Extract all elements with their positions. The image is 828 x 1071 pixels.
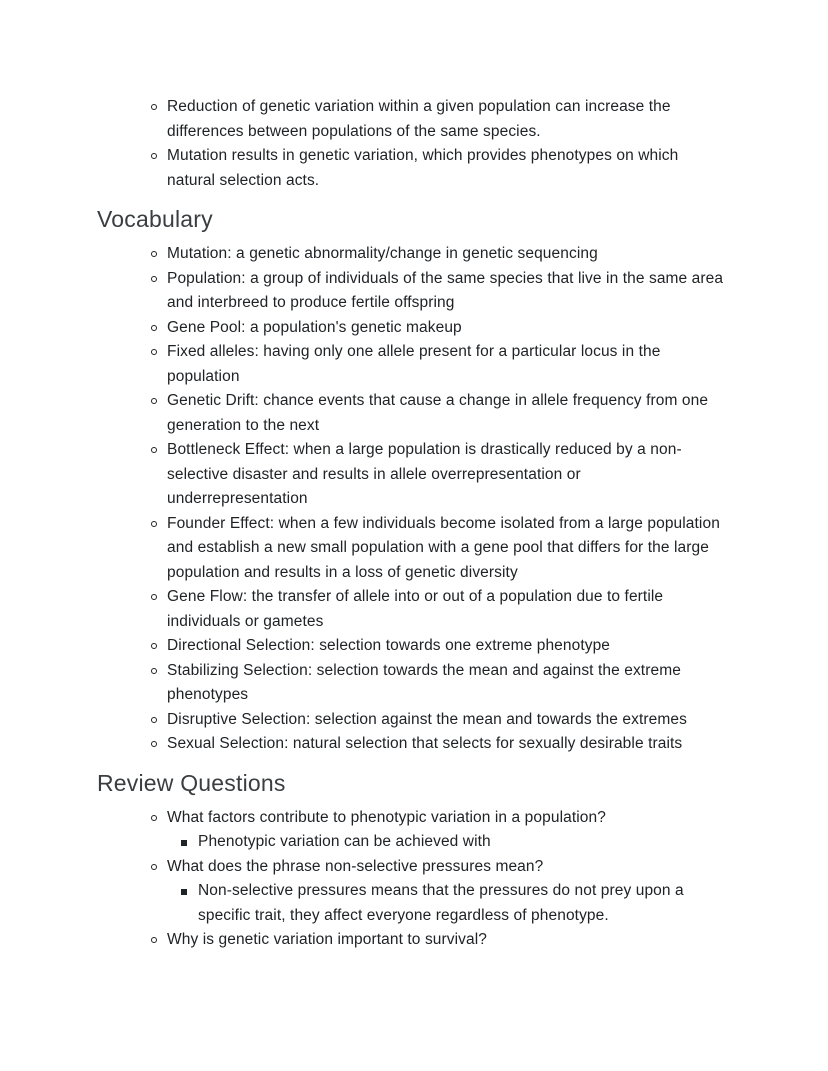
bullet-circle-icon <box>150 634 167 659</box>
section-heading: Review Questions <box>97 769 286 796</box>
bullet-circle-icon <box>150 512 167 537</box>
list-item <box>150 732 762 757</box>
section-heading: Vocabulary <box>97 206 213 232</box>
list-item <box>150 438 762 512</box>
list-item <box>150 267 762 316</box>
list-item-text: Directional Selection: selection towards one extreme phenotype <box>167 637 611 654</box>
list-item-text: Stabilizing Selection: selection towards the mean and against the extreme phenotypes <box>167 661 681 703</box>
list-item-text: Phenotypic variation can be achieved with <box>198 833 491 850</box>
list-item-text: Mutation: a genetic abnormality/change in genetic sequencing <box>167 245 598 262</box>
bullet-circle-icon <box>150 144 167 169</box>
list-item <box>150 242 762 267</box>
list-item-text: Gene Flow: the transfer of allele into or out of a population due to fertile individuals or gametes <box>167 588 664 630</box>
list-item-text: Population: a group of individuals of the same species that live in the same area and interbreed to produce fertile offspring <box>167 269 724 311</box>
list-item <box>150 389 762 438</box>
bullet-square-icon <box>180 879 198 904</box>
list-item <box>150 316 762 341</box>
list-item-text: What does the phrase non-selective pressures mean? <box>167 857 544 875</box>
section-list <box>150 242 762 757</box>
list-item <box>150 144 762 193</box>
list-item-text: Genetic Drift: chance events that cause a change in allele frequency from one generation to the next <box>167 392 709 434</box>
section <box>97 769 762 953</box>
list-item-text: Fixed alleles: having only one allele present for a particular locus in the population <box>167 343 661 385</box>
list-item-text: Reduction of genetic variation within a given population can increase the differences between populations of the same species. <box>167 98 671 140</box>
bullet-circle-icon <box>150 732 167 757</box>
bullet-circle-icon <box>150 389 167 414</box>
list-item <box>150 512 762 586</box>
list-item <box>167 830 762 855</box>
list-item-text: Sexual Selection: natural selection that selects for sexually desirable traits <box>167 735 683 752</box>
bullet-circle-icon <box>150 242 167 267</box>
bullet-circle-icon <box>150 438 167 463</box>
list-item-text: Founder Effect: when a few individuals become isolated from a large population and establish a new small population with a gene pool that differs for the large population and results in a loss of genetic diversity <box>167 514 720 581</box>
list-item <box>150 928 762 953</box>
list-item-text: What factors contribute to phenotypic variation in a population? <box>167 808 606 826</box>
list-item <box>150 634 762 659</box>
bullet-circle-icon <box>150 708 167 733</box>
list-item-text: Mutation results in genetic variation, which provides phenotypes on which natural selection acts. <box>167 147 679 189</box>
list-item-text: Bottleneck Effect: when a large population is drastically reduced by a non-selective disaster and results in allele overrepresentation or underrepresentation <box>167 441 682 507</box>
bullet-circle-icon <box>150 316 167 341</box>
bullet-circle-icon <box>150 855 167 880</box>
list-item-text: Why is genetic variation important to survival? <box>167 931 487 948</box>
list-item-text: Disruptive Selection: selection against the mean and towards the extremes <box>167 710 687 728</box>
list-item <box>150 95 762 144</box>
sections-container <box>97 205 762 953</box>
list-item <box>150 659 762 708</box>
list-item <box>150 806 762 855</box>
list-item <box>150 340 762 389</box>
list-item-text: Gene Pool: a population's genetic makeup <box>167 318 462 336</box>
list-item <box>150 585 762 634</box>
bullet-circle-icon <box>150 95 167 120</box>
list-item <box>167 879 762 928</box>
section <box>97 205 762 757</box>
bullet-circle-icon <box>150 659 167 684</box>
list-item-text: Non-selective pressures means that the pressures do not prey upon a specific trait, they affect everyone regardless of phenotype. <box>198 882 684 924</box>
list-item <box>150 855 762 929</box>
list-item <box>150 708 762 733</box>
intro-list <box>150 95 762 193</box>
bullet-circle-icon <box>150 340 167 365</box>
bullet-square-icon <box>180 830 198 855</box>
section-list <box>150 806 762 953</box>
bullet-circle-icon <box>150 928 167 953</box>
bullet-circle-icon <box>150 806 167 831</box>
bullet-circle-icon <box>150 585 167 610</box>
bullet-circle-icon <box>150 267 167 292</box>
